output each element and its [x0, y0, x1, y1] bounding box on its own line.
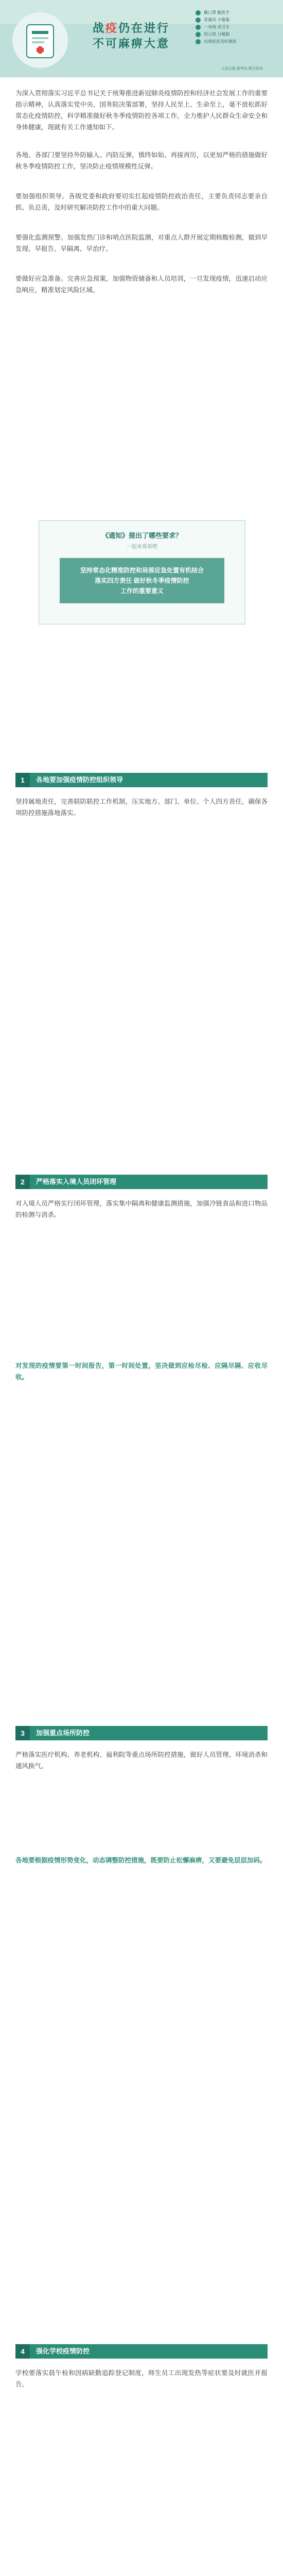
body-paragraph: 各地、各部门要坚持外防输入、内防反弹，慎终如始、再接再厉，以更加严格的措施做好秋冬季疫情防控工作，坚决防止疫情规模性反弹。: [15, 151, 268, 170]
banner: [0, 0, 283, 77]
banner-title: 战疫仍在进行 不可麻痹大意: [92, 22, 170, 50]
section-heading: 1 各地要加强疫情防控组织领导: [15, 773, 268, 787]
body-paragraph: 要强化监测预警。加强发热门诊和哨点医院监测，对重点人群开展定期核酸检测，做到早发现、早报告、早隔离、早治疗。: [15, 234, 268, 252]
tip-item: 用公筷 分餐制: [196, 32, 278, 37]
section-body: 学校要落实晨午检和因病缺勤追踪登记制度，师生员工出现发热等症状要及时就医并报告。: [15, 2369, 268, 2388]
card-title: 《通知》提出了哪些要求？: [101, 532, 182, 539]
body-paragraph: 要做好应急准备。完善应急预案，加强物资储备和人员培训，一旦发现疫情，迅速启动应急响应，精准划定风险区域。: [15, 275, 268, 294]
emphasis-paragraph: 对发现的疫情要第一时间报告，第一时间处置，坚决做到应检尽检、应隔尽隔、应收尽收。: [15, 1362, 268, 1381]
summary-card: [39, 520, 245, 624]
poster-illustration: [9, 9, 71, 71]
banner-footer: 人民日报 新华社 联合发布: [221, 67, 263, 71]
section-heading: 3 加强重点场所防控: [15, 1726, 268, 1740]
tip-item: 出现症状及时就医: [196, 39, 278, 44]
tip-icon: [196, 18, 201, 23]
tip-icon: [196, 32, 201, 37]
emphasis-paragraph: 各地要根据疫情形势变化，动态调整防控措施，既要防止松懈麻痹，又要避免层层加码。: [15, 1857, 267, 1864]
body-paragraph: 要加强组织领导。各级党委和政府要切实扛起疫情防控政治责任，主要负责同志要亲自抓、负总责，及时研究解决防控工作中的重大问题。: [15, 193, 268, 211]
section-body: 对入境人员严格实行闭环管理，落实集中隔离和健康监测措施，加强冷链食品和进口物品的检测与消杀。: [15, 1200, 268, 1218]
tip-item: 常通风 少聚集: [196, 18, 278, 23]
tip-item: 一米线 讲卫生: [196, 25, 278, 30]
section-heading: 2 严格落实入境人员闭环管理: [15, 1175, 268, 1189]
section-body: 坚持属地责任，完善联防联控工作机制，压实地方、部门、单位、个人四方责任，确保各项防控措施落地落实。: [15, 798, 268, 817]
card-subtitle: 一起来看看吧: [127, 544, 157, 550]
tip-icon: [196, 10, 201, 15]
intro-paragraph: 为深入贯彻落实习近平总书记关于统筹推进新冠肺炎疫情防控和经济社会发展工作的重要指示精神，认真落实党中央、国务院决策部署，坚持人民至上、生命至上，毫不放松抓好常态化疫情防控，科学精准做好秋冬季疫情防控各项工作，全力维护人民群众生命安全和身体健康，现就有关工作通知如下。: [15, 90, 268, 131]
banner-tips: [196, 10, 278, 46]
card-highlight-box: 坚持常态化精准防控和局部应急处置有机结合 落实四方责任 做好秋冬季疫情防控 工作的重要意义: [60, 558, 224, 603]
section-body: 严格落实医疗机构、养老机构、福利院等重点场所防控措施，做好人员管理、环境消杀和通风换气。: [15, 1751, 268, 1770]
section-heading: 4 强化学校疫情防控: [15, 2344, 268, 2359]
tip-icon: [196, 39, 201, 44]
tip-item: 戴口罩 勤洗手: [196, 10, 278, 15]
tip-icon: [196, 25, 201, 30]
